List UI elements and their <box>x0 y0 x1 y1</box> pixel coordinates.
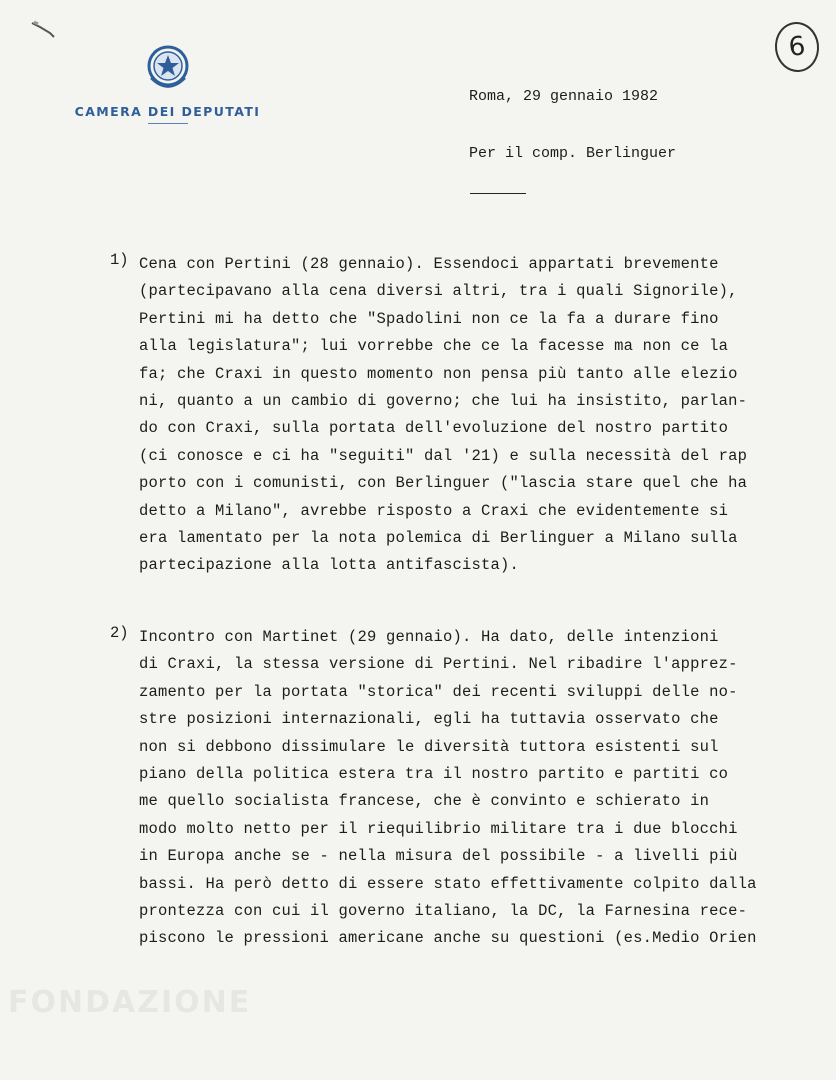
text-line: (ci conosce e ci ha "seguiti" dal '21) e sulla necessità del rap <box>139 446 748 465</box>
text-line: in Europa anche se - nella misura del possibile - a livelli più <box>139 847 738 866</box>
text-line: me quello socialista francese, che è convinto e schierato in <box>139 792 710 811</box>
text-line: partecipazione alla lotta antifascista). <box>139 556 520 575</box>
text-line: piscono le pressioni americane anche su questioni (es.Medio Orien <box>139 929 757 948</box>
letterhead <box>60 40 275 124</box>
recipient-line: Per il comp. Berlinguer <box>469 145 677 162</box>
text-line: (partecipavano alla cena diversi altri, tra i quali Signorile), <box>139 282 738 301</box>
text-line: detto a Milano", avrebbe risposto a Craxi che evidentemente si <box>139 501 729 520</box>
dateline: Roma, 29 gennaio 1982 <box>469 88 659 105</box>
institution-name: CAMERA DEI DEPUTATI <box>74 104 261 119</box>
heading-divider <box>470 193 526 194</box>
text-line: modo molto netto per il riequilibrio militare tra i due blocchi <box>139 819 738 838</box>
text-line: di Craxi, la stessa versione di Pertini. Nel ribadire l'apprez- <box>139 655 738 674</box>
italian-republic-emblem-icon <box>144 40 192 96</box>
text-line: zamento per la portata "storica" dei recenti sviluppi delle no- <box>139 682 738 701</box>
item-number: 2) <box>110 624 129 642</box>
text-line: non si debbono dissimulare le diversità tuttora esistenti sul <box>139 737 719 756</box>
text-line: fa; che Craxi in questo momento non pensa più tanto alle elezio <box>139 364 738 383</box>
archive-watermark: FONDAZIONE <box>8 985 252 1020</box>
item-number: 1) <box>110 251 129 269</box>
text-line: ni, quanto a un cambio di governo; che lui ha insistito, parlan- <box>139 392 748 411</box>
text-line: prontezza con cui il governo italiano, la DC, la Farnesina rece- <box>139 902 748 921</box>
text-line: Cena con Pertini (28 gennaio). Essendoci appartati brevemente <box>139 255 719 273</box>
text-line: alla legislatura"; lui vorrebbe che ce la facesse ma non ce la <box>139 337 729 356</box>
page-number-circled: 6 <box>773 20 822 74</box>
letterhead-rule <box>148 123 188 124</box>
item-paragraph <box>139 251 789 580</box>
text-line: Incontro con Martinet (29 gennaio). Ha dato, delle intenzioni <box>139 628 719 646</box>
text-line: piano della politica estera tra il nostro partito e partiti co <box>139 765 729 784</box>
text-line: bassi. Ha però detto di essere stato effettivamente colpito dalla <box>139 874 757 893</box>
text-line: stre posizioni internazionali, egli ha tuttavia osservato che <box>139 710 719 729</box>
text-line: porto con i comunisti, con Berlinguer ("lascia stare quel che ha <box>139 474 748 493</box>
item-paragraph <box>139 624 789 953</box>
text-line: era lamentato per la nota polemica di Berlinguer a Milano sulla <box>139 529 738 548</box>
text-line: do con Craxi, sulla portata dell'evoluzione del nostro partito <box>139 419 729 438</box>
paperclip-mark-icon <box>30 20 56 40</box>
text-line: Pertini mi ha detto che "Spadolini non ce la fa a durare fino <box>139 309 719 328</box>
